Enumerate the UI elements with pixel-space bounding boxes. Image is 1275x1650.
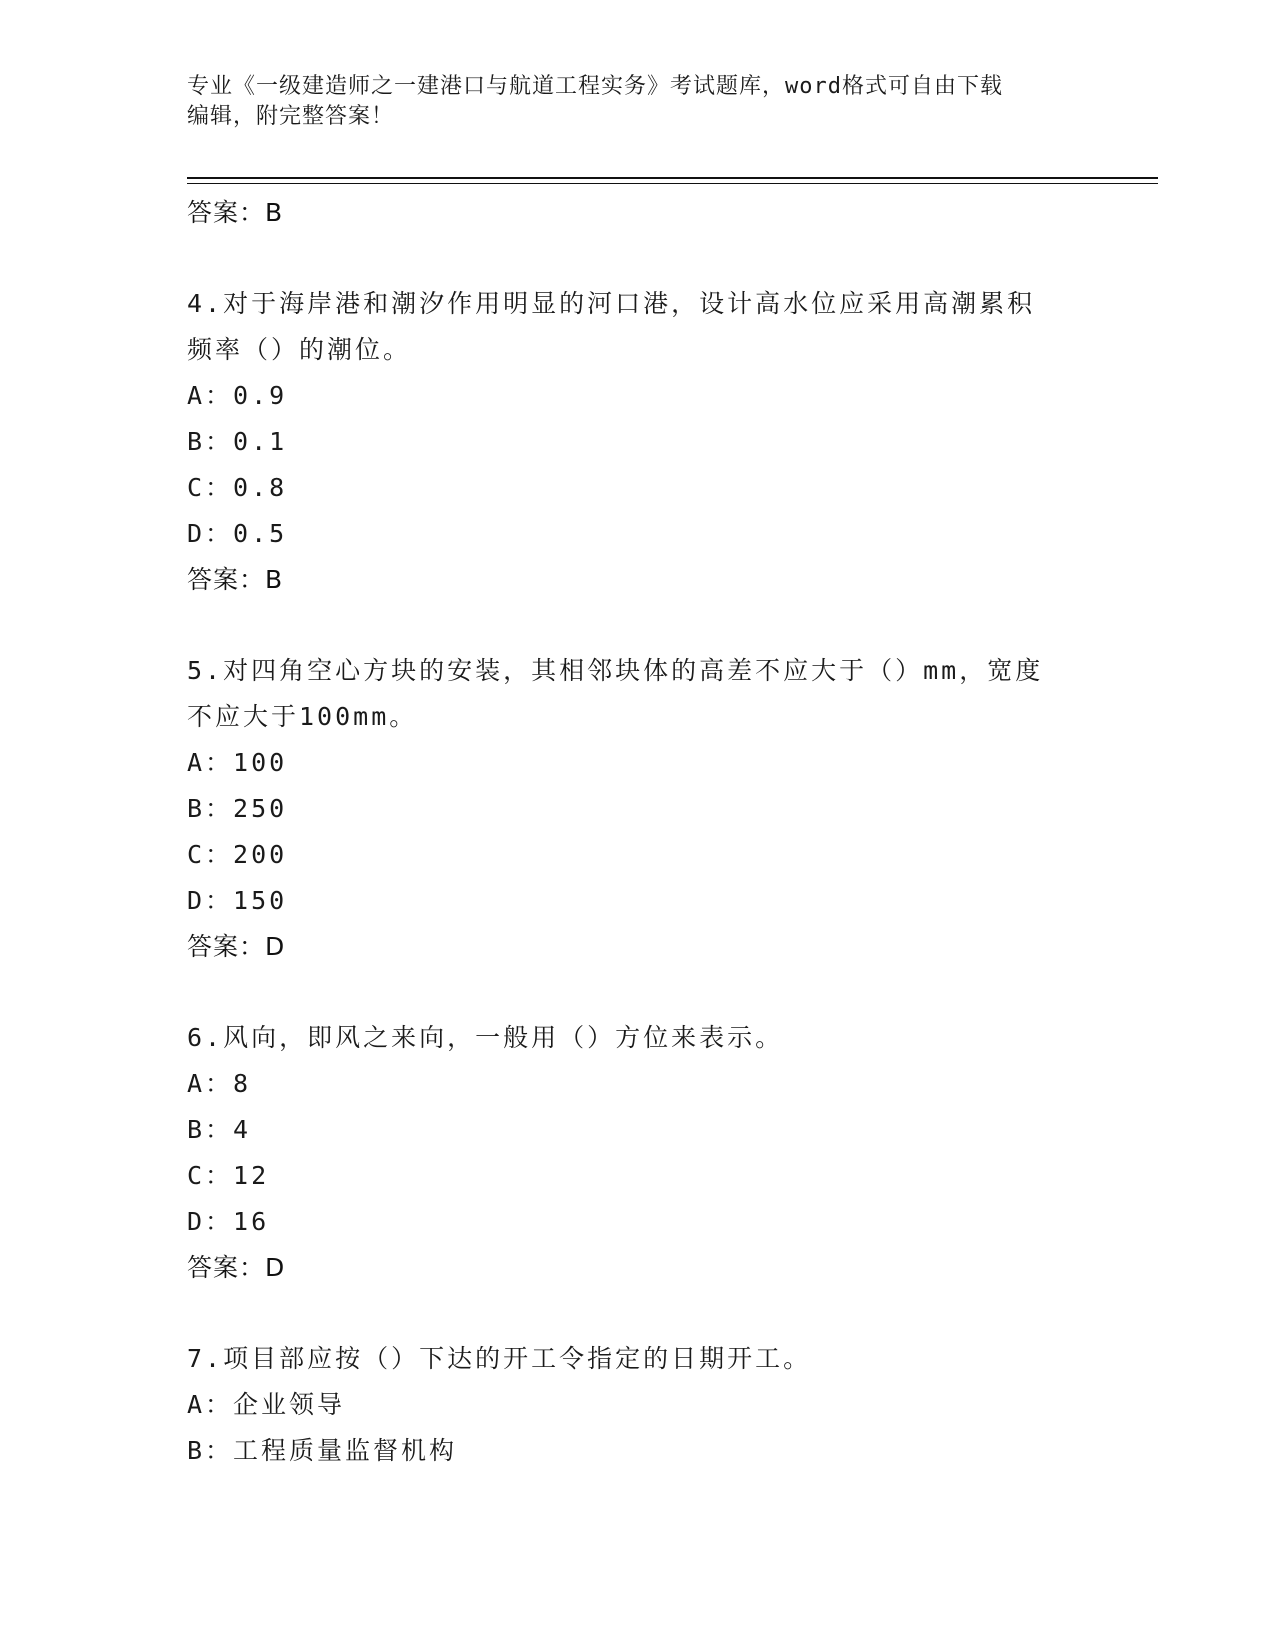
question-text: 7.项目部应按（）下达的开工令指定的日期开工。 (187, 1344, 812, 1373)
spacer (187, 236, 1087, 281)
option-b: B：工程质量监督机构 (187, 1436, 458, 1465)
document-header (187, 72, 1077, 132)
option-d: D：150 (187, 886, 288, 915)
header-rule-thick (187, 177, 1158, 179)
option-c: C：200 (187, 840, 288, 869)
spacer (187, 603, 1087, 648)
question-block-7 (187, 1336, 1087, 1474)
option-a: A：8 (187, 1069, 252, 1098)
option-d: D：16 (187, 1207, 270, 1236)
question-text: 频率（）的潮位。 (187, 335, 412, 364)
answer-line: 答案：B (187, 198, 284, 227)
spacer (187, 970, 1087, 1015)
header-line-1: 专业《一级建造师之一建港口与航道工程实务》考试题库，word格式可自由下载 (187, 74, 1003, 99)
question-text: 5.对四角空心方块的安装，其相邻块体的高差不应大于（）mm，宽度 (187, 656, 1044, 685)
answer-line: 答案：D (187, 932, 286, 961)
option-a: A：100 (187, 748, 288, 777)
option-b: B：250 (187, 794, 288, 823)
option-b: B：0.1 (187, 427, 288, 456)
question-block-6 (187, 1015, 1087, 1291)
option-b: B：4 (187, 1115, 252, 1144)
header-line-2: 编辑，附完整答案！ (187, 104, 395, 129)
answer-line: 答案：D (187, 1253, 286, 1282)
option-a: A：企业领导 (187, 1390, 346, 1419)
question-content (187, 190, 1087, 1474)
header-rule-thin (187, 183, 1158, 184)
answer-line: 答案：B (187, 565, 284, 594)
question-text: 6.风向，即风之来向，一般用（）方位来表示。 (187, 1023, 784, 1052)
option-a: A：0.9 (187, 381, 288, 410)
spacer (187, 1291, 1087, 1336)
question-text: 4.对于海岸港和潮汐作用明显的河口港，设计高水位应采用高潮累积 (187, 289, 1036, 318)
option-c: C：12 (187, 1161, 270, 1190)
question-text: 不应大于100mm。 (187, 702, 418, 731)
question-block-4 (187, 281, 1087, 603)
option-d: D：0.5 (187, 519, 288, 548)
question-block-5 (187, 648, 1087, 970)
option-c: C：0.8 (187, 473, 288, 502)
